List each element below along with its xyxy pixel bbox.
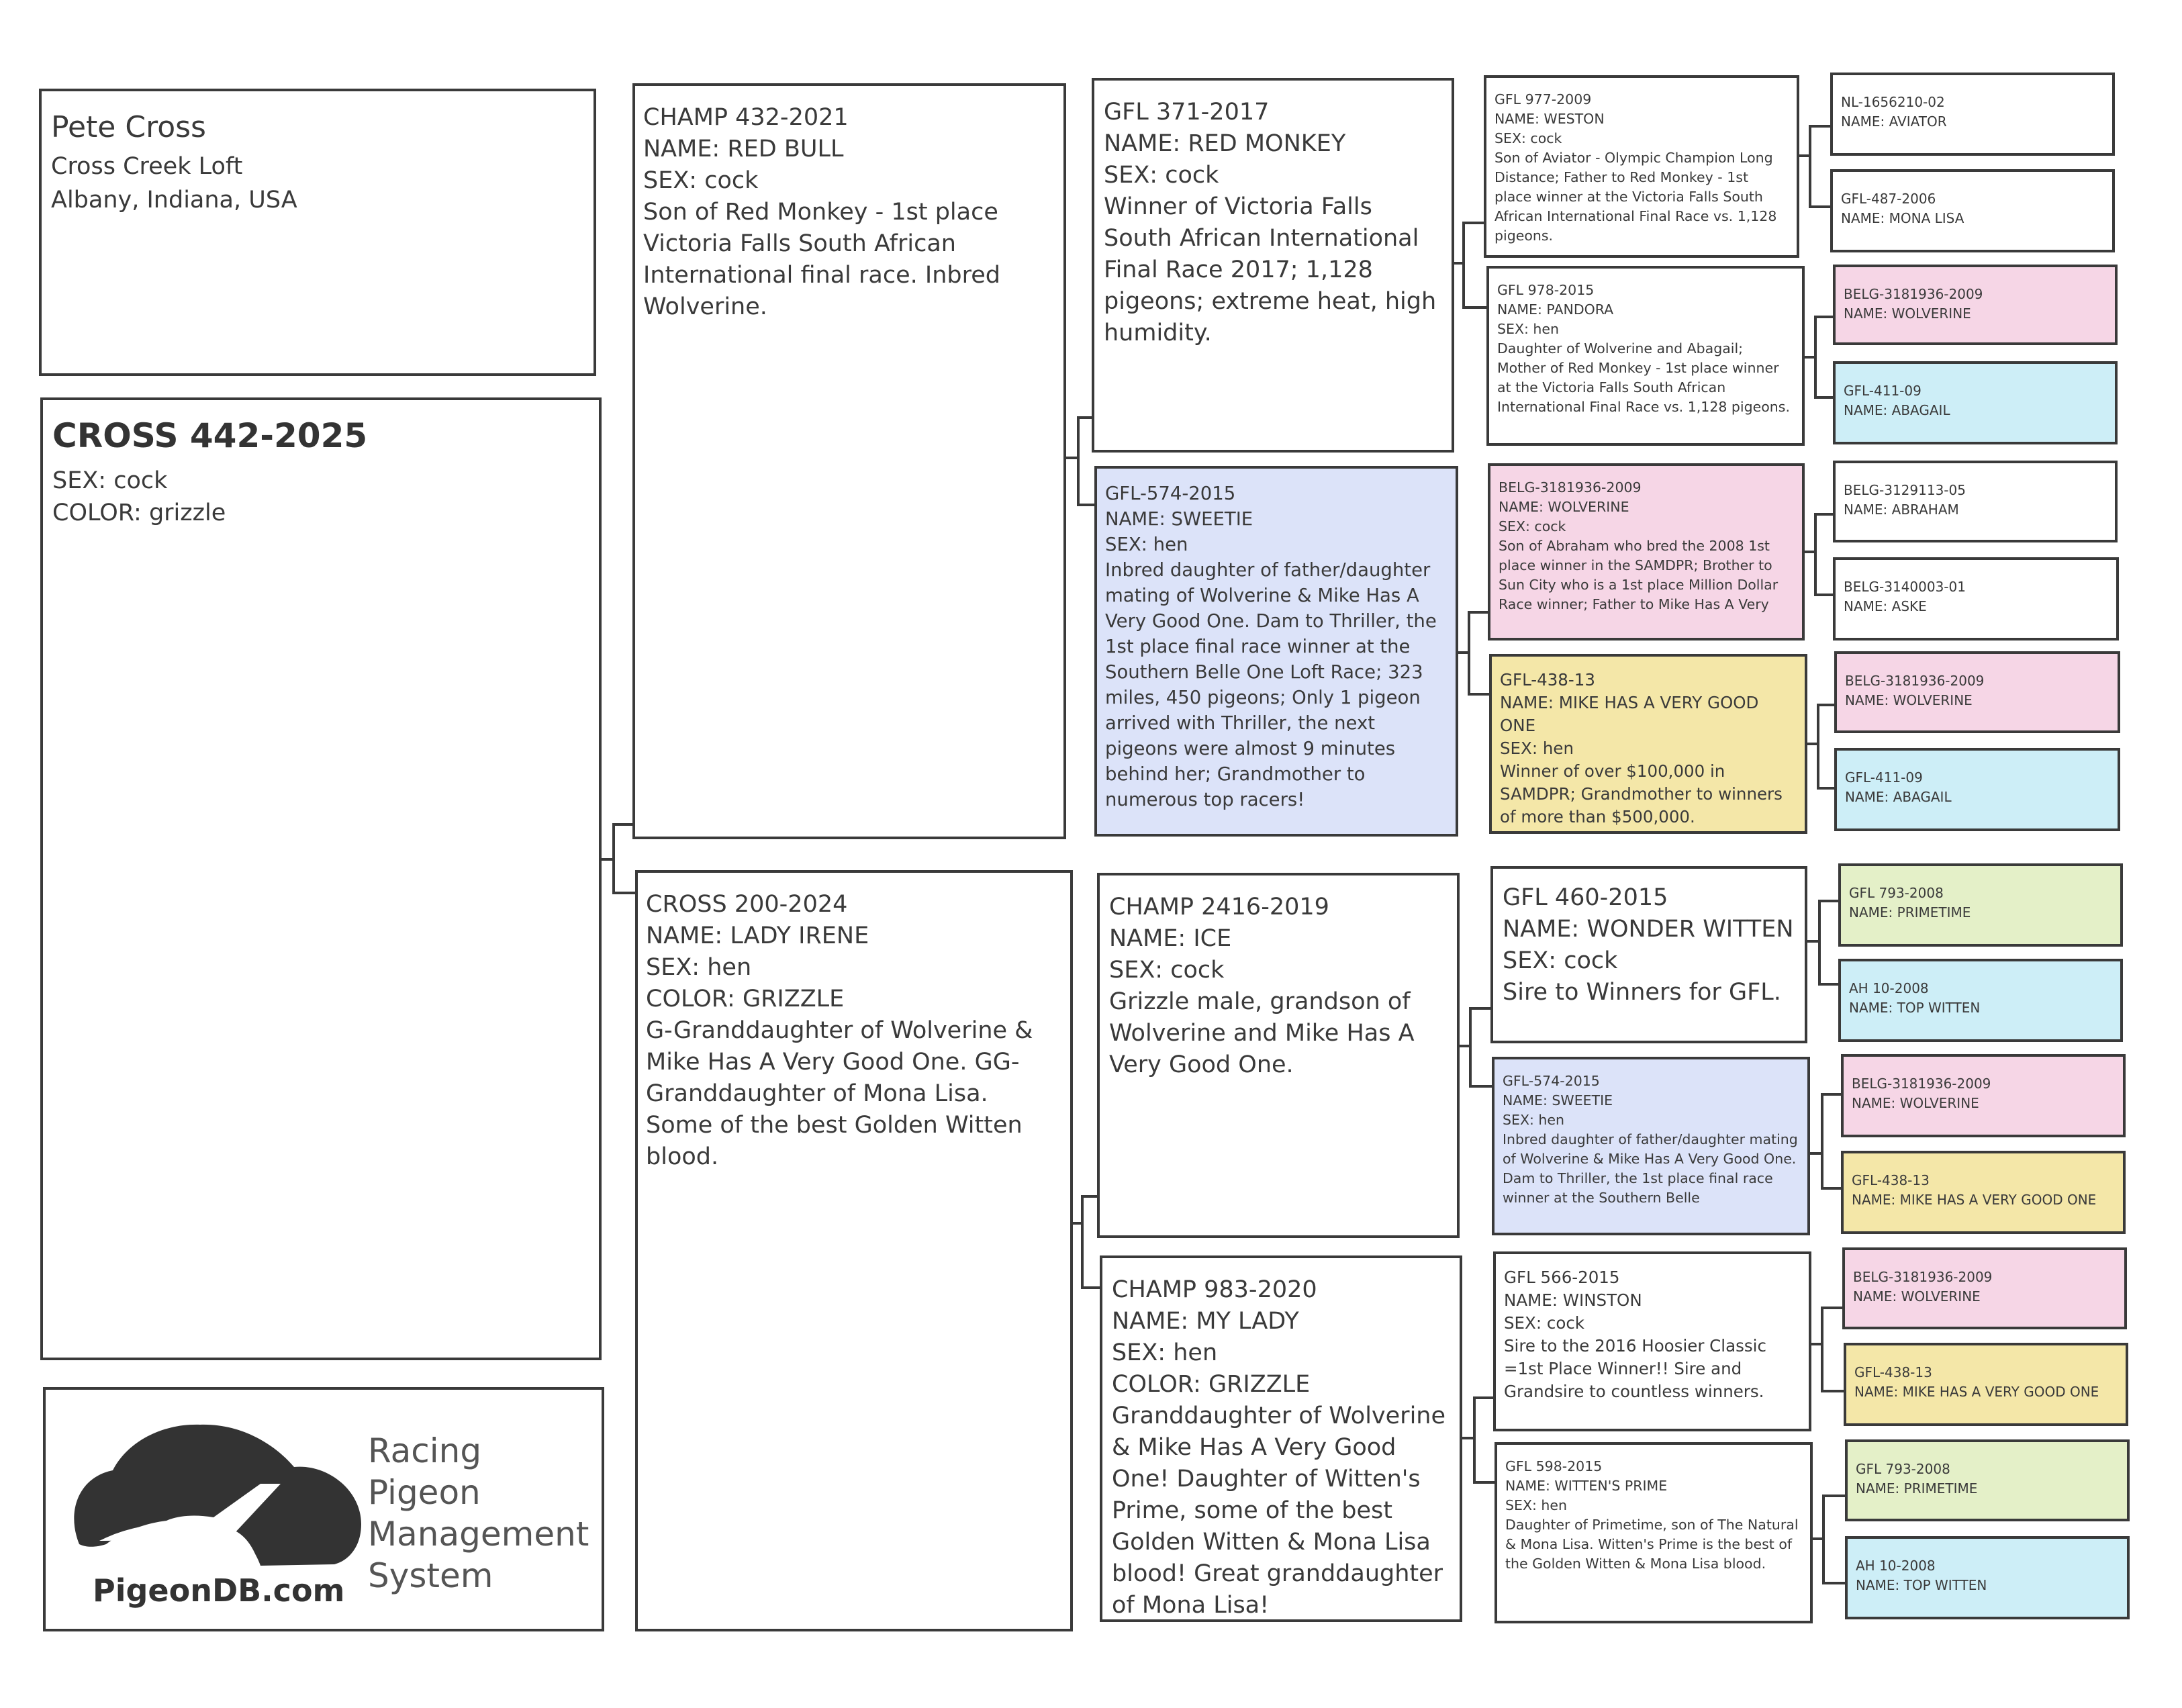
gen4-name: NAME: MONA LISA [1841,210,1964,226]
gen4-box [1841,1054,2126,1137]
bracket-line [1469,1085,1495,1088]
sss-band: GFL 977-2009 [1495,91,1592,107]
bracket-line [1469,1007,1472,1088]
bracket-line [1469,1007,1493,1010]
gen4-band: BELG-3140003-01 [1844,579,1966,595]
gen4-band: BELG-3181936-2009 [1845,673,1985,689]
gen4-box [1833,361,2118,444]
bracket-line [612,892,635,894]
bracket-line [1814,513,1817,596]
dam-sex: SEX: hen [646,954,752,981]
gen4-band: BELG-3181936-2009 [1853,1269,1993,1285]
ss-notes: Winner of Victoria Falls South African International Final Race 2017; 1,128 pigeons; extreme heat, high humidity. [1104,193,1437,346]
gen4-band: NL-1656210-02 [1841,94,1945,110]
sss-sex: SEX: cock [1495,130,1562,146]
bracket-line [612,823,632,826]
sds-name: NAME: WOLVERINE [1499,499,1629,515]
gen4-name: NAME: ABRAHAM [1844,502,1959,518]
logo-line3: System [368,1556,493,1595]
gen4-band: BELG-3181936-2009 [1852,1076,1991,1092]
ddd-box [1495,1442,1813,1623]
gen4-band: AH 10-2008 [1849,980,1929,996]
gen4-name: NAME: MIKE HAS A VERY GOOD ONE [1854,1384,2099,1400]
dss-sex: SEX: cock [1503,947,1618,974]
dd-sex: SEX: hen [1112,1339,1218,1366]
sss-box [1484,75,1799,258]
ss-band: GFL 371-2017 [1104,99,1270,126]
gen4-name: NAME: AVIATOR [1841,113,1947,130]
bracket-line [1473,1396,1476,1484]
gen4-band: GFL-487-2006 [1841,191,1936,207]
gen4-name: NAME: WOLVERINE [1853,1288,1981,1304]
sd-name: NAME: SWEETIE [1105,508,1253,530]
bracket-line [1822,1494,1825,1584]
dam-band: CROSS 200-2024 [646,891,848,918]
dsd-box [1492,1057,1810,1235]
dsd-sex: SEX: hen [1503,1112,1565,1128]
dds-box [1493,1251,1811,1431]
gen4-name: NAME: WOLVERINE [1844,305,1971,322]
gen4-box [1833,265,2118,345]
dsd-name: NAME: SWEETIE [1503,1092,1613,1108]
sds-band: BELG-3181936-2009 [1499,479,1642,495]
gen4-name: NAME: ABAGAIL [1844,402,1950,418]
sd-band: GFL-574-2015 [1105,483,1236,504]
bracket-line [1468,611,1470,696]
gen4-band: GFL-438-13 [1854,1364,1932,1380]
gen4-name: NAME: WOLVERINE [1845,692,1973,708]
gen4-box [1833,557,2119,640]
dsd-notes: Inbred daughter of father/daughter mating of Wolverine & Mike Has A Very Good One. Dam to Thriller, the 1st place final race winner at the Southern Belle [1503,1131,1798,1206]
logo-line2: Management [368,1515,589,1554]
gen4-box [1830,169,2115,252]
gen4-name: NAME: ASKE [1844,598,1927,614]
owner-loft: Cross Creek Loft [51,153,243,180]
subject-color: COLOR: grizzle [52,500,226,526]
sire-sex: SEX: cock [643,167,759,194]
gen4-name: NAME: MIKE HAS A VERY GOOD ONE [1852,1192,2097,1208]
dd-box [1100,1255,1462,1622]
sss-name: NAME: WESTON [1495,111,1605,127]
subject-box [40,397,602,1360]
dss-notes: Sire to Winners for GFL. [1503,979,1781,1006]
ss-name: NAME: RED MONKEY [1104,130,1346,157]
gen4-band: AH 10-2008 [1856,1558,1936,1574]
owner-name: Pete Cross [51,110,206,144]
sdd-band: GFL-438-13 [1500,670,1595,690]
sdd-sex: SEX: hen [1500,739,1574,758]
ds-sex: SEX: cock [1109,957,1225,984]
sd-box [1094,466,1458,837]
sire-band: CHAMP 432-2021 [643,104,849,131]
sdd-box [1489,654,1807,834]
ddd-band: GFL 598-2015 [1505,1458,1603,1474]
bracket-line [1473,1481,1497,1484]
gen4-name: NAME: TOP WITTEN [1856,1577,1987,1593]
ds-box [1097,873,1460,1238]
dss-box [1490,866,1807,1043]
gen4-name: NAME: TOP WITTEN [1849,1000,1981,1016]
ssd-band: GFL 978-2015 [1497,282,1595,298]
gen4-name: NAME: PRIMETIME [1856,1480,1978,1497]
dds-notes: Sire to the 2016 Hoosier Classic =1st Place Winner!! Sire and Grandsire to countless winners. [1504,1336,1766,1401]
sire-notes: Son of Red Monkey - 1st place Victoria Falls South African International final race. Inbred Wolverine. [643,199,1000,320]
gen4-name: NAME: PRIMETIME [1849,904,1971,920]
owner-location: Albany, Indiana, USA [51,187,297,214]
dd-name: NAME: MY LADY [1112,1308,1299,1335]
logo-site: PigeonDB.com [93,1572,345,1609]
ssd-box [1486,266,1805,446]
gen4-band: GFL-411-09 [1845,769,1923,786]
dds-band: GFL 566-2015 [1504,1268,1620,1287]
ds-band: CHAMP 2416-2019 [1109,894,1329,920]
dam-box [635,870,1073,1631]
dam-color: COLOR: GRIZZLE [646,986,845,1012]
gen4-band: GFL-438-13 [1852,1172,1930,1188]
dds-sex: SEX: cock [1504,1313,1584,1333]
gen4-band: GFL 793-2008 [1849,885,1944,901]
ssd-sex: SEX: hen [1497,321,1560,337]
sdd-notes: Winner of over $100,000 in SAMDPR; Grandmother to winners of more than $500,000. [1500,761,1783,826]
ds-name: NAME: ICE [1109,925,1232,952]
sire-name: NAME: RED BULL [643,136,844,162]
pigeon-logo-icon [59,1403,375,1571]
bracket-line [1809,125,1833,128]
dss-name: NAME: WONDER WITTEN [1503,916,1794,943]
logo-line1: Racing Pigeon [368,1431,482,1512]
gen4-box [1830,73,2115,156]
sds-notes: Son of Abraham who bred the 2008 1st place winner in the SAMDPR; Brother to Sun City who is a 1st place Million Dollar Race winner; Father to Mike Has A Very [1499,538,1778,612]
ddd-sex: SEX: hen [1505,1497,1568,1513]
sds-box [1488,463,1805,640]
bracket-line [1814,316,1817,399]
gen4-box [1845,1439,2130,1521]
ss-sex: SEX: cock [1104,162,1219,189]
sdd-name: NAME: MIKE HAS A VERY GOOD ONE [1500,693,1759,735]
bracket-line [1809,205,1833,208]
bracket-line [1462,306,1489,309]
gen4-box [1834,651,2120,733]
bracket-line [1821,1093,1823,1190]
gen4-band: GFL 793-2008 [1856,1461,1950,1477]
gen4-name: NAME: ABAGAIL [1845,789,1952,805]
gen4-band: BELG-3181936-2009 [1844,286,1983,302]
gen4-box [1838,863,2123,947]
bracket-line [1077,416,1080,506]
gen4-name: NAME: WOLVERINE [1852,1095,1979,1111]
gen4-box [1842,1247,2127,1329]
bracket-line [1468,611,1490,614]
dd-band: CHAMP 983-2020 [1112,1276,1317,1303]
ds-notes: Grizzle male, grandson of Wolverine and Mike Has A Very Good One. [1109,988,1415,1078]
logo-box [43,1387,604,1631]
bracket-line [1817,704,1819,790]
sire-box [632,83,1066,839]
sd-sex: SEX: hen [1105,534,1188,555]
ddd-name: NAME: WITTEN'S PRIME [1505,1478,1668,1494]
bracket-line [612,823,615,894]
sd-notes: Inbred daughter of father/daughter mating of Wolverine & Mike Has A Very Good One. Dam to Thriller, the 1st place final race winner at the Southern Belle One Loft Race; 323 miles, 450 pigeons; Only 1 pigeon arrived with Thriller, the next pigeons were almost 9 minutes behind her; Grandmother to numerous top racers! [1105,559,1437,810]
gen4-box [1845,1536,2130,1619]
bracket-line [1821,1307,1823,1392]
gen4-box [1844,1343,2128,1426]
bracket-line [1473,1396,1496,1399]
logo-brand [368,1430,602,1597]
gen4-box [1833,461,2118,542]
ssd-name: NAME: PANDORA [1497,301,1614,318]
bracket-line [1468,693,1492,696]
bracket-line [1809,125,1811,208]
dss-band: GFL 460-2015 [1503,884,1668,911]
dd-color: COLOR: GRIZZLE [1112,1371,1311,1398]
ss-box [1092,78,1454,453]
bracket-line [1462,222,1465,309]
ssd-notes: Daughter of Wolverine and Abagail; Mother of Red Monkey - 1st place winner at the Victoria Falls South African International Final Race vs. 1,128 pigeons. [1497,340,1790,415]
sss-notes: Son of Aviator - Olympic Champion Long Distance; Father to Red Monkey - 1st place winner at the Victoria Falls South African International Final Race vs. 1,128 pigeons. [1495,150,1777,244]
bracket-line [1081,1195,1084,1289]
dam-notes: G-Granddaughter of Wolverine & Mike Has A Very Good One. GG-Granddaughter of Mona Lisa. Some of the best Golden Witten blood. [646,1017,1033,1170]
ddd-notes: Daughter of Primetime, son of The Natural & Mona Lisa. Witten's Prime is the best of the Golden Witten & Mona Lisa blood. [1505,1517,1799,1572]
gen4-box [1834,748,2120,831]
subject-band: CROSS 442-2025 [52,416,368,455]
sds-sex: SEX: cock [1499,518,1566,534]
gen4-box [1838,959,2123,1042]
gen4-band: GFL-411-09 [1844,383,1922,399]
gen4-band: BELG-3129113-05 [1844,482,1966,498]
owner-box [39,89,596,376]
dd-notes: Granddaughter of Wolverine & Mike Has A Very Good One! Daughter of Witten's Prime, some of the best Golden Witten & Mona Lisa blood! Great granddaughter of Mona Lisa! [1112,1403,1446,1619]
bracket-line [1818,900,1821,986]
subject-sex: SEX: cock [52,467,168,494]
dds-name: NAME: WINSTON [1504,1290,1642,1310]
bracket-line [1462,222,1486,224]
dam-name: NAME: LADY IRENE [646,922,869,949]
gen4-box [1841,1151,2126,1234]
dsd-band: GFL-574-2015 [1503,1073,1600,1089]
